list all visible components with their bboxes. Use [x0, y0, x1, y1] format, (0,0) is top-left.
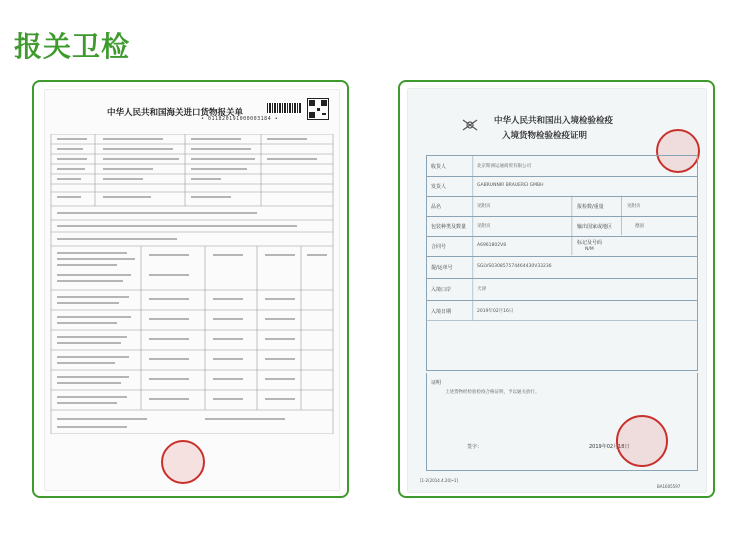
barcode-icon [267, 103, 301, 113]
field-value: 天津 [477, 287, 486, 292]
field-label: 品名 [431, 204, 442, 210]
field-value: 见附页 [477, 224, 491, 229]
field-label: 提/运单号 [431, 265, 453, 271]
field-label: 收货人 [431, 164, 447, 170]
field-label: 入境口岸 [431, 287, 452, 293]
explanation-label: 证明 [431, 380, 442, 386]
field-label: 输出国家或地区 [577, 224, 613, 230]
field-value: A6961802V8 [477, 243, 507, 248]
field-label: 入境日期 [431, 309, 452, 315]
customs-emblem-icon [460, 117, 480, 133]
certificate-table [426, 155, 698, 371]
field-value: N/M [585, 247, 594, 252]
certificate-title-line1: 中华人民共和国出入境检验检疫 [494, 116, 614, 126]
sign-label: 签字： [467, 444, 483, 450]
date-value: 2019年02月18日 [589, 444, 630, 450]
certificate-table-lines [427, 156, 697, 370]
field-label: 报检数/重量 [577, 204, 604, 210]
field-value: 2019年02月16日 [477, 309, 514, 314]
field-label: 发货人 [431, 184, 447, 190]
field-value: SGLVS030857574464430V33236 [477, 264, 552, 269]
inspection-certificate-frame [398, 80, 715, 498]
field-label: 合同号 [431, 244, 447, 250]
customs-declaration-frame [32, 80, 349, 498]
field-value: 见附页 [627, 204, 641, 209]
certificate-footer-code: [1-2(2014.4.20)•1] [420, 478, 459, 483]
red-seal-icon [616, 415, 668, 467]
inspection-certificate-sheet [408, 89, 706, 492]
declaration-form-grid [45, 134, 339, 434]
declaration-number: • 011820191000003184 • [201, 116, 279, 122]
field-value: 德国 [635, 224, 644, 229]
certificate-serial-number: BA1605597 [657, 484, 681, 489]
red-seal-icon [161, 440, 205, 484]
page-title: 报关卫检 [14, 30, 131, 63]
field-label: 包装种类及数量 [431, 224, 467, 230]
qr-code-icon [307, 98, 329, 120]
field-value: GABRUNNIR BRAUEREI GMBH [477, 183, 544, 188]
certificate-title-line2: 入境货物检验检疫证明 [502, 131, 588, 141]
field-value: 见附页 [477, 204, 491, 209]
customs-declaration-sheet [45, 90, 339, 490]
customs-declaration-title: 中华人民共和国海关进口货物报关单 [107, 108, 244, 118]
explanation-text: 上述货物经检验检疫合格证明，予以通关放行。 [445, 390, 540, 395]
field-label: 标记及号码 [577, 240, 603, 246]
field-value: 北京斯洲运通商贸有限公司 [477, 164, 531, 169]
